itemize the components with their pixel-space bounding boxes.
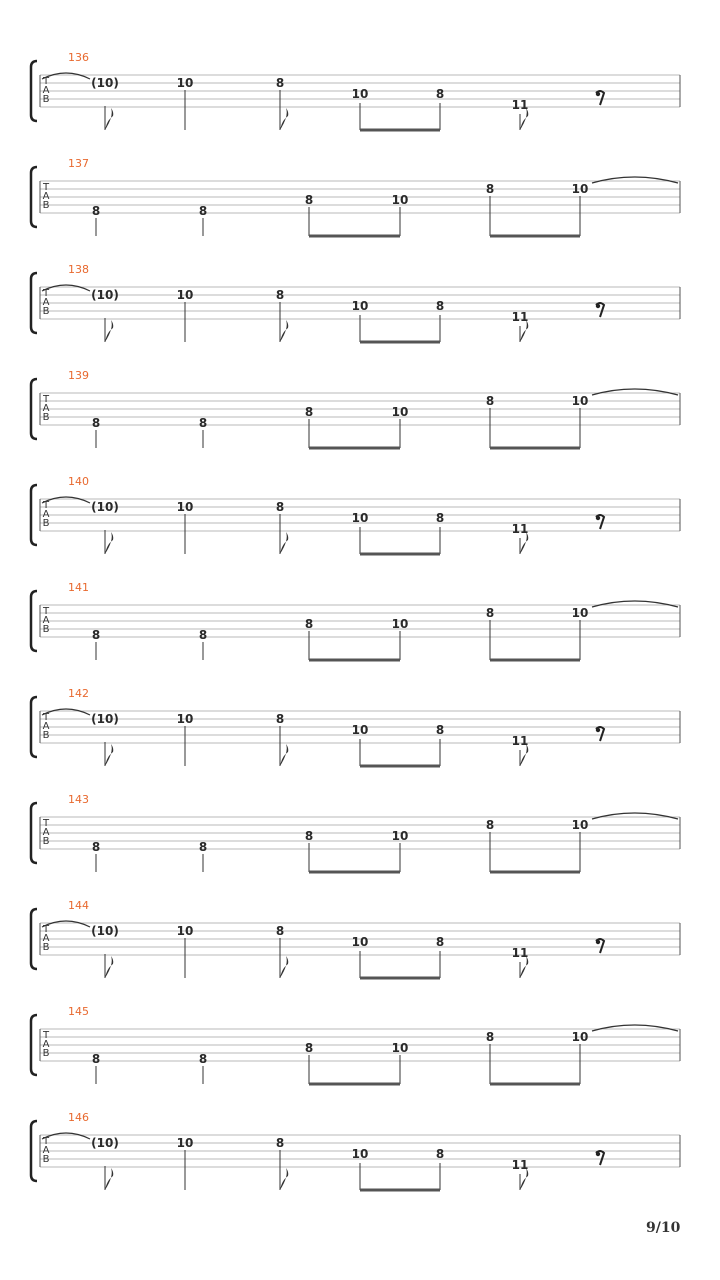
fret-number: (10): [91, 288, 119, 302]
tab-label-a: A: [42, 1039, 50, 1050]
fret-number: 10: [391, 829, 409, 843]
fret-number: (10): [91, 500, 119, 514]
measure-number: 138: [68, 263, 89, 276]
tab-label-b: B: [42, 730, 50, 741]
tie-arc: [42, 709, 90, 715]
tab-label-a: A: [42, 297, 50, 308]
note-flag: [105, 956, 113, 978]
fret-number: 11: [511, 946, 529, 960]
fret-number: 8: [275, 1136, 285, 1150]
measure-number: 146: [68, 1111, 89, 1124]
tab-label-b: B: [42, 518, 50, 529]
system-bracket: [31, 379, 37, 439]
tie-arc: [42, 73, 90, 79]
fret-number: 8: [198, 204, 208, 218]
fret-number: 10: [176, 1136, 194, 1150]
fret-number: 10: [176, 76, 194, 90]
fret-number: 10: [571, 182, 589, 196]
fret-number: 10: [176, 500, 194, 514]
tab-label-a: A: [42, 1145, 50, 1156]
tab-system-143: [31, 793, 680, 872]
system-bracket: [31, 909, 37, 969]
note-flag: [105, 320, 113, 342]
tab-system-146: [31, 1111, 680, 1190]
tab-label-b: B: [42, 306, 50, 317]
tab-label-a: A: [42, 509, 50, 520]
system-bracket: [31, 591, 37, 651]
tab-label-b: B: [42, 200, 50, 211]
eighth-rest-dot: [596, 940, 600, 944]
fret-number: 8: [435, 1147, 445, 1161]
measure-number: 142: [68, 687, 89, 700]
system-bracket: [31, 803, 37, 863]
note-flag: [280, 532, 288, 554]
tab-label-t: T: [42, 500, 50, 511]
note-flag: [105, 108, 113, 130]
fret-number: 8: [91, 416, 101, 430]
fret-number: 8: [275, 924, 285, 938]
fret-number: 10: [391, 617, 409, 631]
fret-number: 10: [571, 394, 589, 408]
fret-number: 11: [511, 98, 529, 112]
tie-arc: [592, 601, 678, 607]
fret-number: 11: [511, 1158, 529, 1172]
fret-number: 10: [351, 87, 369, 101]
tab-label-t: T: [42, 606, 50, 617]
system-bracket: [31, 61, 37, 121]
eighth-rest-dot: [596, 92, 600, 96]
tab-system-142: [31, 687, 680, 766]
fret-number: 10: [391, 405, 409, 419]
note-flag: [280, 1168, 288, 1190]
tab-system-140: [31, 475, 680, 554]
tie-arc: [42, 1133, 90, 1139]
fret-number: 10: [176, 288, 194, 302]
system-bracket: [31, 485, 37, 545]
fret-number: (10): [91, 924, 119, 938]
tie-arc: [42, 285, 90, 291]
tab-label-b: B: [42, 1048, 50, 1059]
tab-system-141: [31, 581, 680, 660]
tab-system-138: [31, 263, 680, 342]
measure-number: 141: [68, 581, 89, 594]
tab-label-t: T: [42, 394, 50, 405]
fret-number: 8: [275, 288, 285, 302]
tie-arc: [592, 389, 678, 395]
fret-number: 8: [304, 193, 314, 207]
fret-number: 11: [511, 310, 529, 324]
fret-number: 8: [198, 416, 208, 430]
fret-number: 10: [391, 1041, 409, 1055]
fret-number: 8: [91, 840, 101, 854]
fret-number: 8: [275, 500, 285, 514]
measure-number: 143: [68, 793, 89, 806]
tab-label-t: T: [42, 712, 50, 723]
fret-number: 8: [435, 935, 445, 949]
tab-system-137: [31, 157, 680, 236]
fret-number: 10: [176, 712, 194, 726]
tab-system-144: [31, 899, 680, 978]
measure-number: 136: [68, 51, 89, 64]
fret-number: 10: [571, 1030, 589, 1044]
fret-number: 8: [485, 1030, 495, 1044]
note-flag: [105, 532, 113, 554]
fret-number: 8: [275, 76, 285, 90]
tab-system-139: [31, 369, 680, 448]
tie-arc: [592, 813, 678, 819]
fret-number: 8: [304, 1041, 314, 1055]
tab-label-t: T: [42, 76, 50, 87]
fret-number: (10): [91, 1136, 119, 1150]
fret-number: 8: [435, 723, 445, 737]
note-flag: [280, 108, 288, 130]
fret-number: 8: [304, 405, 314, 419]
eighth-rest-dot: [596, 1152, 600, 1156]
tab-label-b: B: [42, 624, 50, 635]
measure-number: 145: [68, 1005, 89, 1018]
fret-number: (10): [91, 712, 119, 726]
tab-label-a: A: [42, 827, 50, 838]
note-flag: [280, 956, 288, 978]
tab-label-a: A: [42, 615, 50, 626]
measure-number: 139: [68, 369, 89, 382]
tab-label-t: T: [42, 1030, 50, 1041]
tab-label-t: T: [42, 288, 50, 299]
fret-number: 8: [198, 1052, 208, 1066]
measure-number: 144: [68, 899, 89, 912]
tab-label-t: T: [42, 818, 50, 829]
tab-label-b: B: [42, 1154, 50, 1165]
fret-number: 8: [91, 1052, 101, 1066]
tab-label-a: A: [42, 721, 50, 732]
tab-label-b: B: [42, 836, 50, 847]
tab-label-a: A: [42, 191, 50, 202]
measure-number: 140: [68, 475, 89, 488]
fret-number: 8: [435, 87, 445, 101]
tab-label-b: B: [42, 942, 50, 953]
note-flag: [105, 1168, 113, 1190]
tab-label-a: A: [42, 403, 50, 414]
note-flag: [280, 320, 288, 342]
note-flag: [105, 744, 113, 766]
fret-number: 11: [511, 734, 529, 748]
eighth-rest-dot: [596, 304, 600, 308]
fret-number: 10: [351, 1147, 369, 1161]
tie-arc: [592, 177, 678, 183]
tab-label-t: T: [42, 1136, 50, 1147]
fret-number: 8: [304, 617, 314, 631]
fret-number: 10: [391, 193, 409, 207]
tab-label-a: A: [42, 933, 50, 944]
fret-number: 10: [351, 511, 369, 525]
fret-number: 8: [275, 712, 285, 726]
system-bracket: [31, 167, 37, 227]
fret-number: 10: [176, 924, 194, 938]
fret-number: 8: [485, 606, 495, 620]
measure-number: 137: [68, 157, 89, 170]
tie-arc: [42, 921, 90, 927]
eighth-rest-dot: [596, 516, 600, 520]
fret-number: 10: [571, 818, 589, 832]
tab-label-t: T: [42, 182, 50, 193]
system-bracket: [31, 1121, 37, 1181]
system-bracket: [31, 1015, 37, 1075]
fret-number: 8: [435, 511, 445, 525]
tab-system-145: [31, 1005, 680, 1084]
fret-number: 10: [351, 723, 369, 737]
system-bracket: [31, 273, 37, 333]
tab-label-a: A: [42, 85, 50, 96]
fret-number: 8: [485, 182, 495, 196]
tab-label-t: T: [42, 924, 50, 935]
fret-number: 11: [511, 522, 529, 536]
fret-number: 8: [435, 299, 445, 313]
note-flag: [280, 744, 288, 766]
tie-arc: [592, 1025, 678, 1031]
tab-system-136: [31, 51, 680, 130]
tab-label-b: B: [42, 94, 50, 105]
fret-number: 8: [198, 840, 208, 854]
fret-number: 10: [351, 299, 369, 313]
fret-number: 8: [304, 829, 314, 843]
fret-number: 10: [571, 606, 589, 620]
fret-number: 8: [91, 204, 101, 218]
fret-number: 10: [351, 935, 369, 949]
fret-number: 8: [485, 394, 495, 408]
eighth-rest-dot: [596, 728, 600, 732]
fret-number: (10): [91, 76, 119, 90]
tie-arc: [42, 497, 90, 503]
fret-number: 8: [91, 628, 101, 642]
tab-label-b: B: [42, 412, 50, 423]
fret-number: 8: [485, 818, 495, 832]
page-number: 9/10: [646, 1220, 681, 1236]
system-bracket: [31, 697, 37, 757]
fret-number: 8: [198, 628, 208, 642]
